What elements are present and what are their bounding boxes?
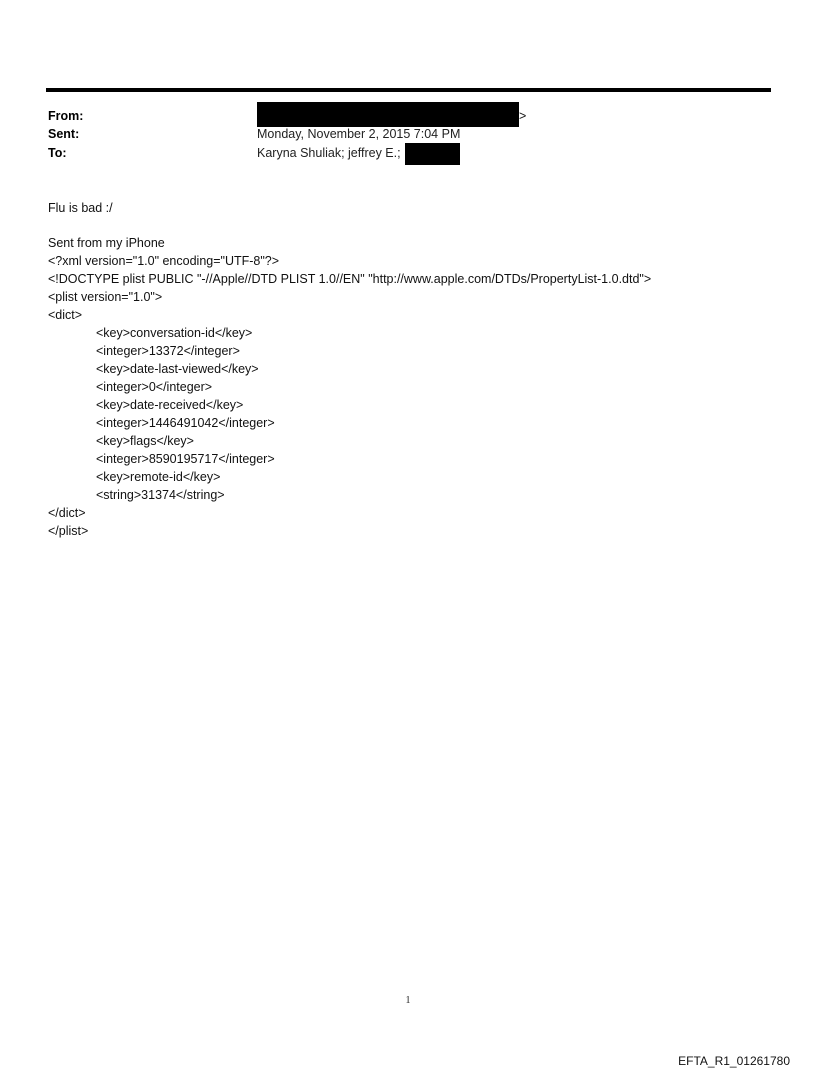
redaction-box-to <box>405 143 460 165</box>
xml-closing-line: </plist> <box>48 524 89 538</box>
dict-line: <integer>13372</integer> <box>96 344 240 358</box>
dict-line: <key>date-received</key> <box>96 398 244 412</box>
from-trailing: > <box>519 109 527 123</box>
dict-line: <key>date-last-viewed</key> <box>96 362 259 376</box>
from-label: From: <box>48 109 84 123</box>
xml-line: <?xml version="1.0" encoding="UTF-8"?> <box>48 254 280 268</box>
message-text: Flu is bad :/ <box>48 201 113 215</box>
dict-line: <string>31374</string> <box>96 488 225 502</box>
dict-line: <integer>0</integer> <box>96 380 213 394</box>
dict-line: <integer>1446491042</integer> <box>96 416 275 430</box>
dict-line: <key>flags</key> <box>96 434 194 448</box>
xml-line: <!DOCTYPE plist PUBLIC "-//Apple//DTD PLIST 1.0//EN" "http://www.apple.com/DTDs/PropertyList-1.0.dtd"> <box>48 272 652 286</box>
page-number: 1 <box>405 995 411 1006</box>
sent-value: Monday, November 2, 2015 7:04 PM <box>257 127 461 141</box>
to-label: To: <box>48 146 67 160</box>
redaction-box-from <box>257 102 519 127</box>
xml-line: <dict> <box>48 308 83 322</box>
sent-label: Sent: <box>48 127 80 141</box>
dict-line: <key>remote-id</key> <box>96 470 221 484</box>
xml-line: <plist version="1.0"> <box>48 290 163 304</box>
bates-number: EFTA_R1_01261780 <box>678 1054 790 1068</box>
dict-line: <key>conversation-id</key> <box>96 326 253 340</box>
signature-line: Sent from my iPhone <box>48 236 165 250</box>
dict-line: <integer>8590195717</integer> <box>96 452 275 466</box>
header-rule <box>46 88 771 92</box>
to-value: Karyna Shuliak; jeffrey E.; <box>257 146 401 160</box>
xml-closing-line: </dict> <box>48 506 86 520</box>
email-body <box>48 234 651 540</box>
